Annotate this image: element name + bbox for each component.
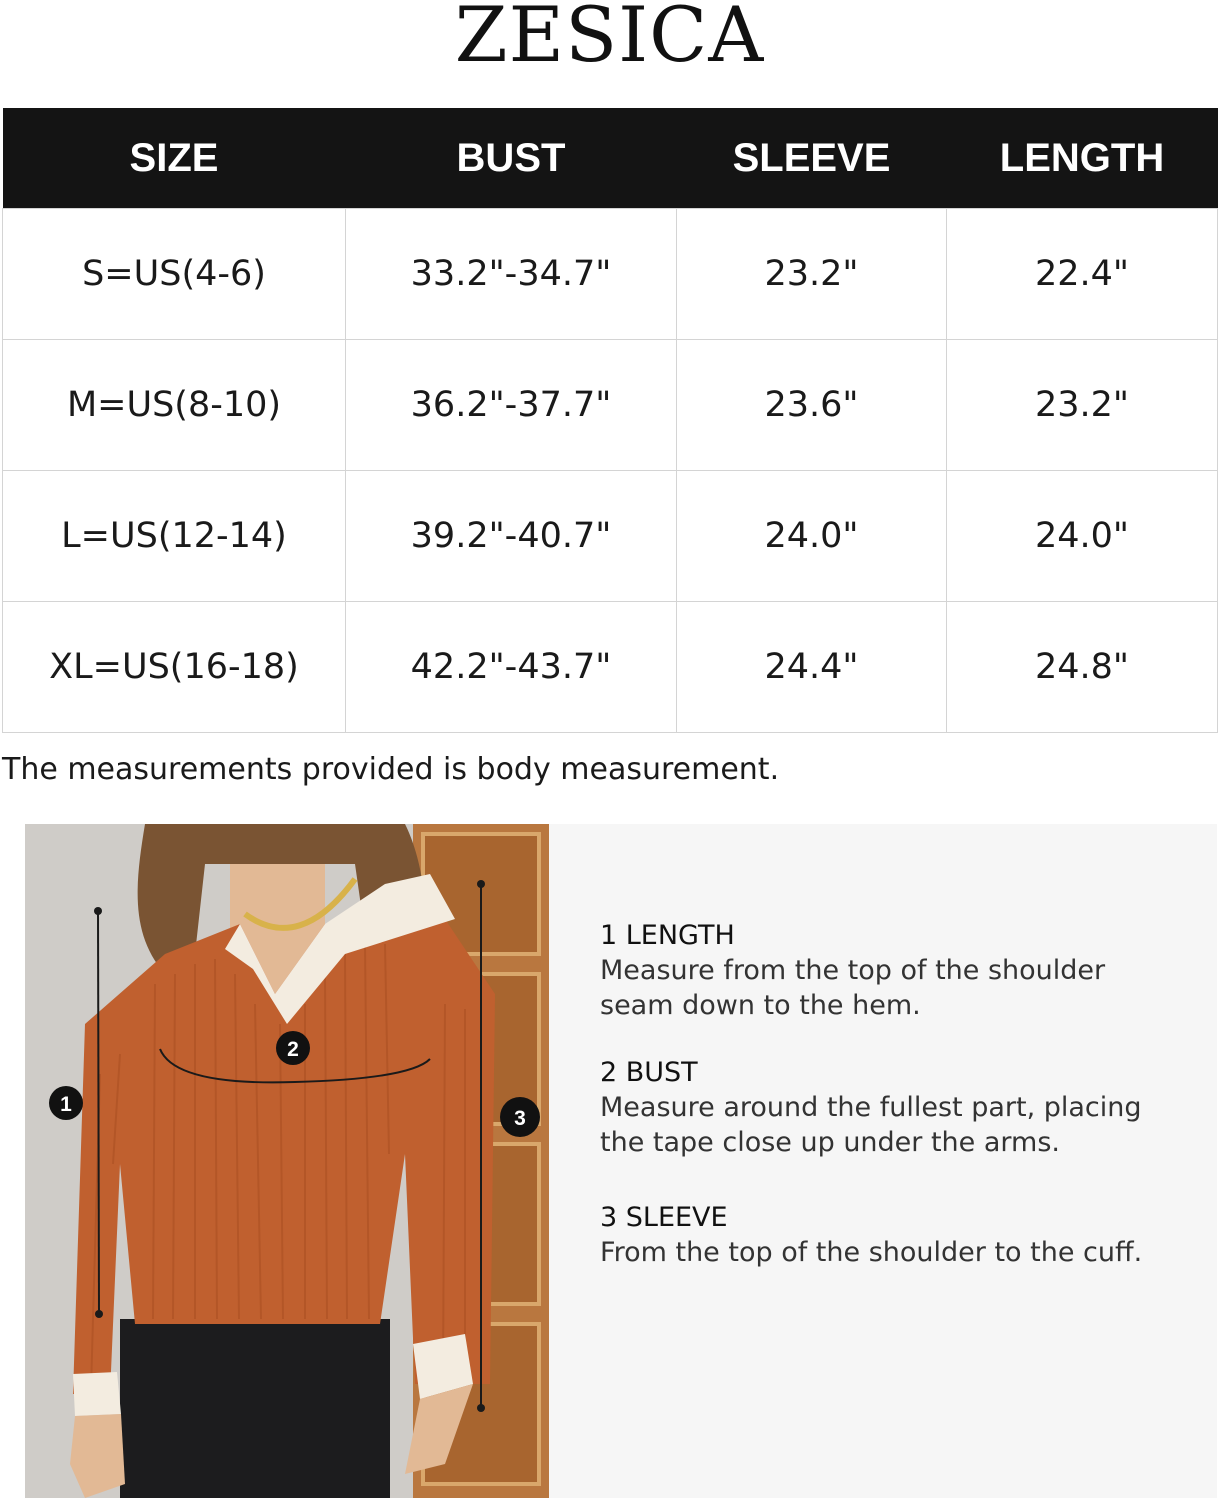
table-row (3, 209, 1218, 340)
table-row (3, 340, 1218, 471)
table-header-row (3, 108, 1218, 209)
header-length: LENGTH (947, 108, 1218, 209)
cell-bust: 33.2"-34.7" (346, 209, 677, 340)
guide-length (600, 918, 1200, 1023)
header-sleeve: SLEEVE (677, 108, 947, 209)
guide-bust-line: Measure around the fullest part, placing (600, 1092, 1142, 1123)
marker-3 (500, 1097, 540, 1137)
guide-length-title: 1 LENGTH (600, 920, 735, 951)
brand-logo: ZESICA (454, 0, 765, 74)
measurement-guide (549, 824, 1217, 1498)
guide-length-line: Measure from the top of the shoulder (600, 955, 1106, 986)
svg-text:3: 3 (514, 1107, 526, 1130)
svg-text:1: 1 (60, 1093, 72, 1116)
cell-sleeve: 24.4" (677, 602, 947, 733)
guide-sleeve-title: 3 SLEEVE (600, 1202, 728, 1233)
svg-text:2: 2 (287, 1038, 299, 1061)
cell-bust: 39.2"-40.7" (346, 471, 677, 602)
marker-2 (276, 1031, 310, 1065)
guide-length-line: seam down to the hem. (600, 990, 921, 1021)
header-bust: BUST (346, 108, 677, 209)
guide-bust-title: 2 BUST (600, 1057, 698, 1088)
cell-bust: 42.2"-43.7" (346, 602, 677, 733)
guide-sleeve (600, 1200, 1200, 1270)
cell-sleeve: 23.2" (677, 209, 947, 340)
table-row (3, 602, 1218, 733)
cell-length: 24.8" (947, 602, 1218, 733)
guide-sleeve-line: From the top of the shoulder to the cuff. (600, 1237, 1143, 1268)
cell-size: XL=US(16-18) (3, 602, 346, 733)
cell-size: L=US(12-14) (3, 471, 346, 602)
measurement-note: The measurements provided is body measurement. (2, 752, 780, 787)
cell-length: 24.0" (947, 471, 1218, 602)
guide-bust-line: the tape close up under the arms. (600, 1127, 1060, 1158)
cell-sleeve: 24.0" (677, 471, 947, 602)
model-photo (25, 824, 549, 1498)
header-size: SIZE (3, 108, 346, 209)
cell-size: M=US(8-10) (3, 340, 346, 471)
marker-1 (49, 1086, 83, 1120)
table-row (3, 471, 1218, 602)
size-chart-table (2, 108, 1218, 733)
cell-length: 23.2" (947, 340, 1218, 471)
cell-sleeve: 23.6" (677, 340, 947, 471)
cell-length: 22.4" (947, 209, 1218, 340)
sweater-illustration (25, 824, 549, 1498)
guide-bust (600, 1055, 1200, 1160)
cell-bust: 36.2"-37.7" (346, 340, 677, 471)
cell-size: S=US(4-6) (3, 209, 346, 340)
